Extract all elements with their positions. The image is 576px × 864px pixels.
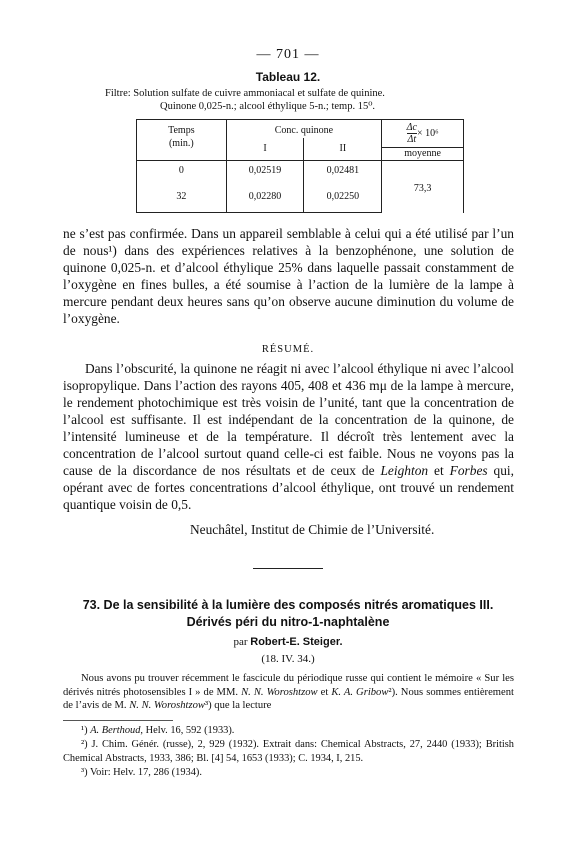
mean-rate: 73,3 <box>382 165 464 213</box>
data-table <box>136 119 464 213</box>
section-subtitle: Dérivés péri du nitro-1-naphtalène <box>186 615 390 629</box>
footnote-1: ¹) A. Berthoud, Helv. 16, 592 (1933). <box>81 725 235 736</box>
header-col-II: II <box>304 138 382 161</box>
page-number: — 701 — <box>256 47 320 62</box>
table-row: 0 0,02519 0,02481 73,3 <box>137 165 464 191</box>
section-title: 73. De la sensibilité à la lumière des composés nitrés aromatiques III. <box>82 598 494 612</box>
author-leighton: Leighton <box>380 463 429 478</box>
received-date: (18. IV. 34.) <box>261 653 315 665</box>
header-rate: $\frac{\Delta c}{\Delta t}$ × 10⁶ moyenne <box>382 120 464 161</box>
author-forbes: Forbes <box>449 463 488 478</box>
rate-fraction: $\frac{\Delta c}{\Delta t}$ <box>406 122 417 145</box>
footnotes <box>63 724 514 780</box>
table-row: 32 0,02280 0,02250 <box>137 191 464 213</box>
intro-paragraph: Nous avons pu trouver récemment le fascicule du périodique russe qui contient le mémoire « Sur les dérivés nitrés photosensibles I » de MM. N. N. Woroshtzow et K. A. Gribow²). Nous sommes entièrement de l’avis de M. N. N. Woroshtzow³) que la lecture <box>63 673 514 711</box>
header-conc: Conc. quinone <box>226 120 382 138</box>
header-time: Temps (min.) <box>137 120 227 161</box>
resume-paragraph: Dans l’obscurité, la quinone ne réagit ni avec l’alcool éthylique ni avec l’alcool isopropylique. Dans l’action des rayons 405, 408 et 436 mμ de la lampe à mercure, le rendement photochimique est très voisin de l’unité, tant que la concentration de l’alcool est suffisante. Il est indépendant de la concentration de la quinone, de l’intensité lumineuse et de la température. Il décroît très lentement avec la concentration de l’alcool surtout quand celle-ci est faible. Nous ne voyons pas la cause de la discordance de nos résultats et de ceux de Leighton et Forbes qui, opérant avec de fortes concentrations d’alcool éthylique, ont trouvé un rendement quantique voisin de 0,5. <box>63 361 514 512</box>
footnote-rule <box>63 720 173 721</box>
table-caption <box>105 87 485 113</box>
footnote-2: ²) J. Chim. Génér. (russe), 2, 929 (1932). Extrait dans: Chemical Abstracts, 27, 2440 (1933); British Chemical Abstracts, 1933, 386; Bl. [4] 54, 1653 (1933); C. 1934, I, 215. <box>63 739 514 764</box>
resume-heading: RÉSUMÉ. <box>261 344 315 355</box>
author-name: Robert-E. Steiger. <box>250 636 343 648</box>
byline: par Robert-E. Steiger. <box>233 636 343 648</box>
header-col-I: I <box>226 138 304 161</box>
table-title: Tableau 12. <box>255 70 321 84</box>
signature: Neuchâtel, Institut de Chimie de l’Université. <box>190 522 435 537</box>
footnote-3: ³) Voir: Helv. 17, 286 (1934). <box>81 767 202 778</box>
divider <box>253 568 323 569</box>
filter-line-2: Quinone 0,025-n.; alcool éthylique 5-n.; temp. 15⁰. <box>160 101 376 112</box>
filter-line-1: Filtre: Solution sulfate de cuivre ammoniacal et sulfate de quinine. <box>105 88 385 99</box>
continuation-paragraph: ne s’est pas confirmée. Dans un appareil semblable à celui qui a été utilisé par l’un de nous¹) dans des expériences relatives à la benzophénone, une solution de quinone 0,025-n. et d’alcool éthylique 25% dans laquelle passait constamment de l’oxygène en fines bulles, a été soumise à l’action de la lumière de la lampe à mercure pendant deux heures sans qu’on observe aucune diminution du volume de l’oxygène. <box>63 226 514 326</box>
